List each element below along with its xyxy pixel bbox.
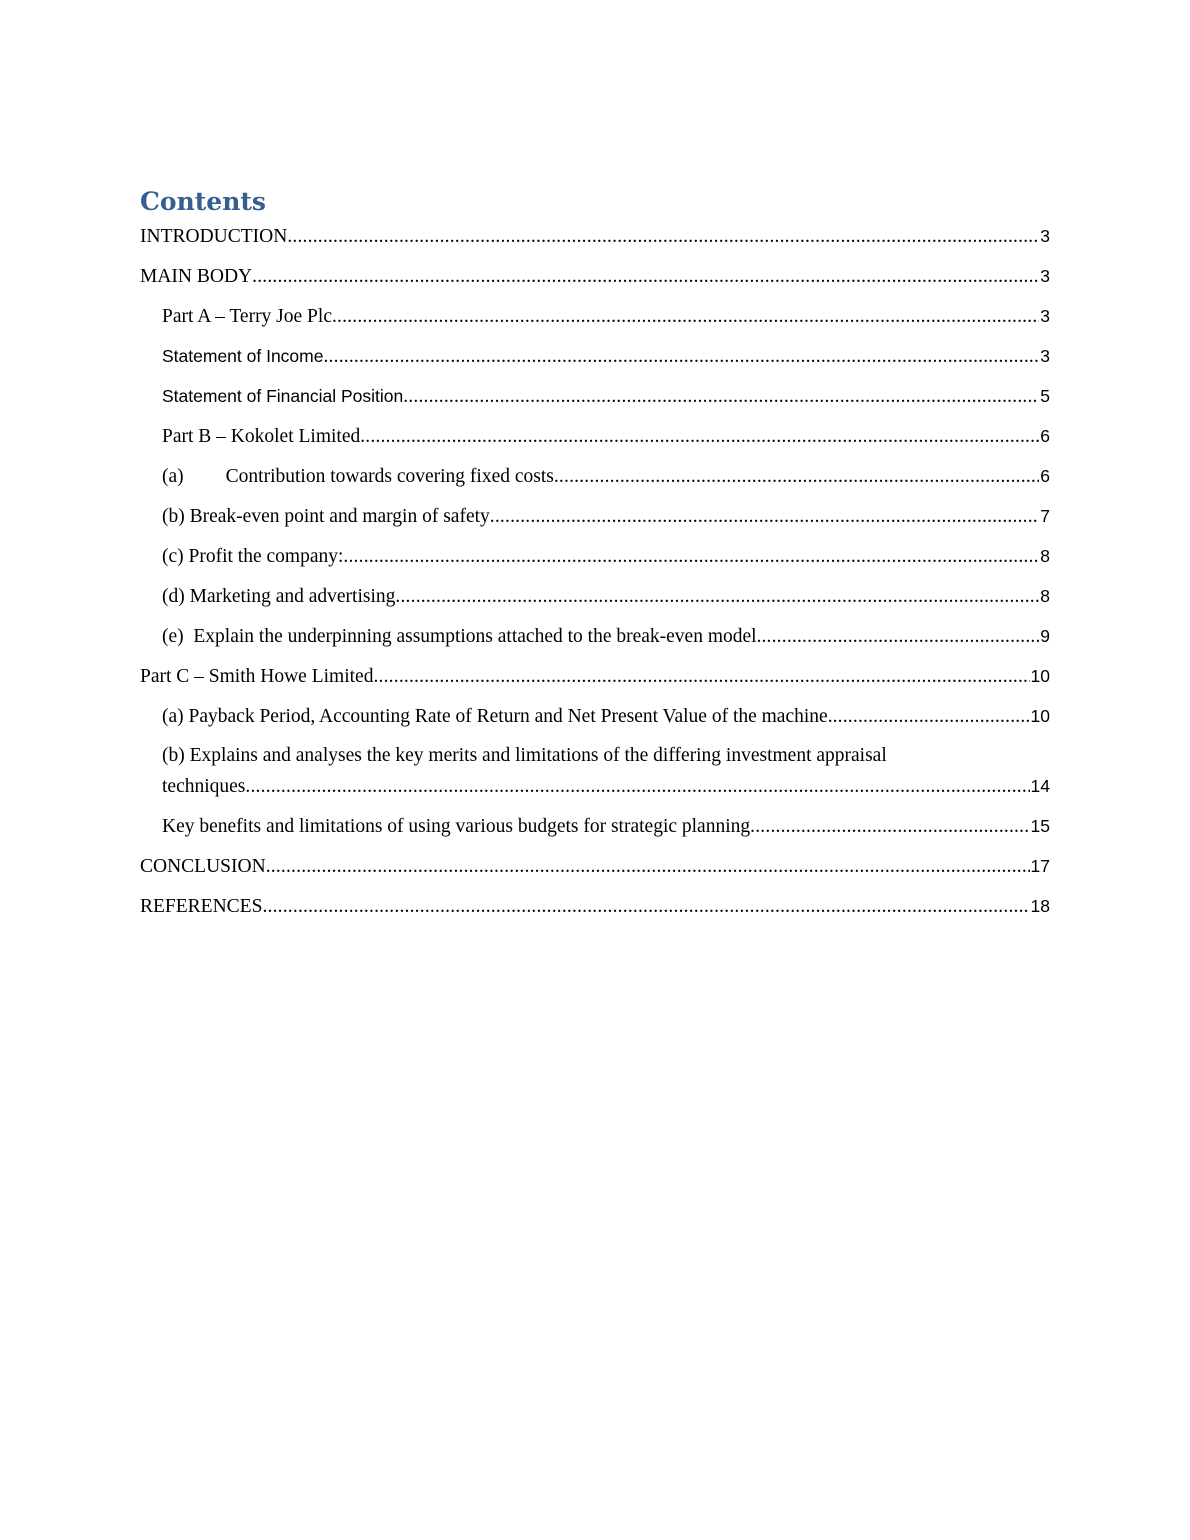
toc-entry-text: (a) Payback Period, Accounting Rate of Return and Net Present Value of the machine. <box>162 706 833 727</box>
toc-entry-assumptions[interactable] <box>162 624 1050 648</box>
toc-entry-text <box>162 465 554 488</box>
toc-page-number: 3 <box>1040 306 1050 326</box>
toc-dot-leader <box>252 265 1039 288</box>
toc-entry-text: Part C – Smith Howe Limited <box>140 666 374 687</box>
toc-page-number: 5 <box>1040 386 1050 406</box>
toc-entry-main-body[interactable] <box>140 264 1050 288</box>
toc-page-number: 10 <box>1030 666 1050 686</box>
toc-dot-leader <box>323 345 1039 368</box>
toc-page-number: 15 <box>1030 816 1050 836</box>
toc-entry-text: Statement of Income <box>162 346 324 366</box>
toc-dot-leader <box>343 545 1039 568</box>
toc-dot-leader <box>360 425 1039 448</box>
toc-entry-investment-appraisal[interactable] <box>162 744 1050 798</box>
toc-page-number: 6 <box>1040 426 1050 446</box>
toc-entry-text: (c) Profit the company: <box>162 546 344 567</box>
toc-dot-leader <box>332 305 1039 328</box>
toc-page-number: 14 <box>1030 776 1050 796</box>
toc-entry-text: REFERENCES <box>140 896 263 917</box>
toc-entry-budgets[interactable] <box>162 814 1050 838</box>
toc-dot-leader <box>245 775 1029 798</box>
toc-entry-text: Statement of Financial Position <box>162 386 404 406</box>
table-of-contents <box>140 224 1050 934</box>
toc-page-number: 9 <box>1040 626 1050 646</box>
toc-entry-part-b[interactable] <box>162 424 1050 448</box>
toc-dot-leader <box>761 625 1039 648</box>
toc-entry-text: techniques <box>162 776 246 797</box>
toc-entry-text: Part B – Kokolet Limited <box>162 426 361 447</box>
toc-page-number: 6 <box>1040 466 1050 486</box>
toc-dot-leader <box>554 465 1039 488</box>
toc-dot-leader <box>266 855 1030 878</box>
toc-dot-leader <box>490 505 1039 528</box>
toc-page-number: 18 <box>1030 896 1050 916</box>
toc-dot-leader <box>833 705 1030 728</box>
toc-page-number: 8 <box>1040 546 1050 566</box>
toc-dot-leader <box>750 815 1029 838</box>
toc-page-number: 3 <box>1040 346 1050 366</box>
toc-entry-text: INTRODUCTION <box>140 226 288 247</box>
toc-entry-text: CONCLUSION <box>140 856 266 877</box>
toc-entry-text: MAIN BODY <box>140 266 253 287</box>
toc-entry-text: (d) Marketing and advertising <box>162 586 396 607</box>
toc-entry-text: Part A – Terry Joe Plc <box>162 306 332 327</box>
toc-entry-label: (a) <box>162 466 184 487</box>
toc-entry-first-line: (b) Explains and analyses the key merits and limitations of the differing investment appraisal <box>162 745 887 766</box>
toc-entry-conclusion[interactable] <box>140 854 1050 878</box>
toc-entry-introduction[interactable] <box>140 224 1050 248</box>
toc-page-number: 7 <box>1040 506 1050 526</box>
toc-dot-leader <box>373 665 1029 688</box>
toc-entry-part-a[interactable] <box>162 304 1050 328</box>
toc-dot-leader <box>395 585 1039 608</box>
toc-entry-text: (e) Explain the underpinning assumptions attached to the break-even model. <box>162 626 762 647</box>
toc-dot-leader <box>287 225 1039 248</box>
toc-heading: Contents <box>140 187 267 216</box>
toc-page-number: 8 <box>1040 586 1050 606</box>
toc-page-number: 17 <box>1030 856 1050 876</box>
toc-entry-marketing[interactable] <box>162 584 1050 608</box>
toc-entry-payback[interactable] <box>162 704 1050 728</box>
toc-entry-text: Key benefits and limitations of using various budgets for strategic planning <box>162 816 751 837</box>
toc-entry-references[interactable] <box>140 894 1050 918</box>
toc-entry-break-even[interactable] <box>162 504 1050 528</box>
toc-entry-contribution[interactable] <box>162 464 1050 488</box>
toc-entry-text: (b) Break-even point and margin of safety <box>162 506 490 527</box>
toc-entry-title: Contribution towards covering fixed costs <box>225 466 554 487</box>
toc-dot-leader <box>403 385 1039 408</box>
toc-entry-profit[interactable] <box>162 544 1050 568</box>
toc-dot-leader <box>262 895 1029 918</box>
toc-entry-part-c[interactable] <box>140 664 1050 688</box>
toc-page-number: 3 <box>1040 266 1050 286</box>
toc-page-number: 10 <box>1030 706 1050 726</box>
toc-entry-statement-of-income[interactable] <box>162 344 1050 368</box>
toc-entry-statement-of-financial-position[interactable] <box>162 384 1050 408</box>
toc-page-number: 3 <box>1040 226 1050 246</box>
